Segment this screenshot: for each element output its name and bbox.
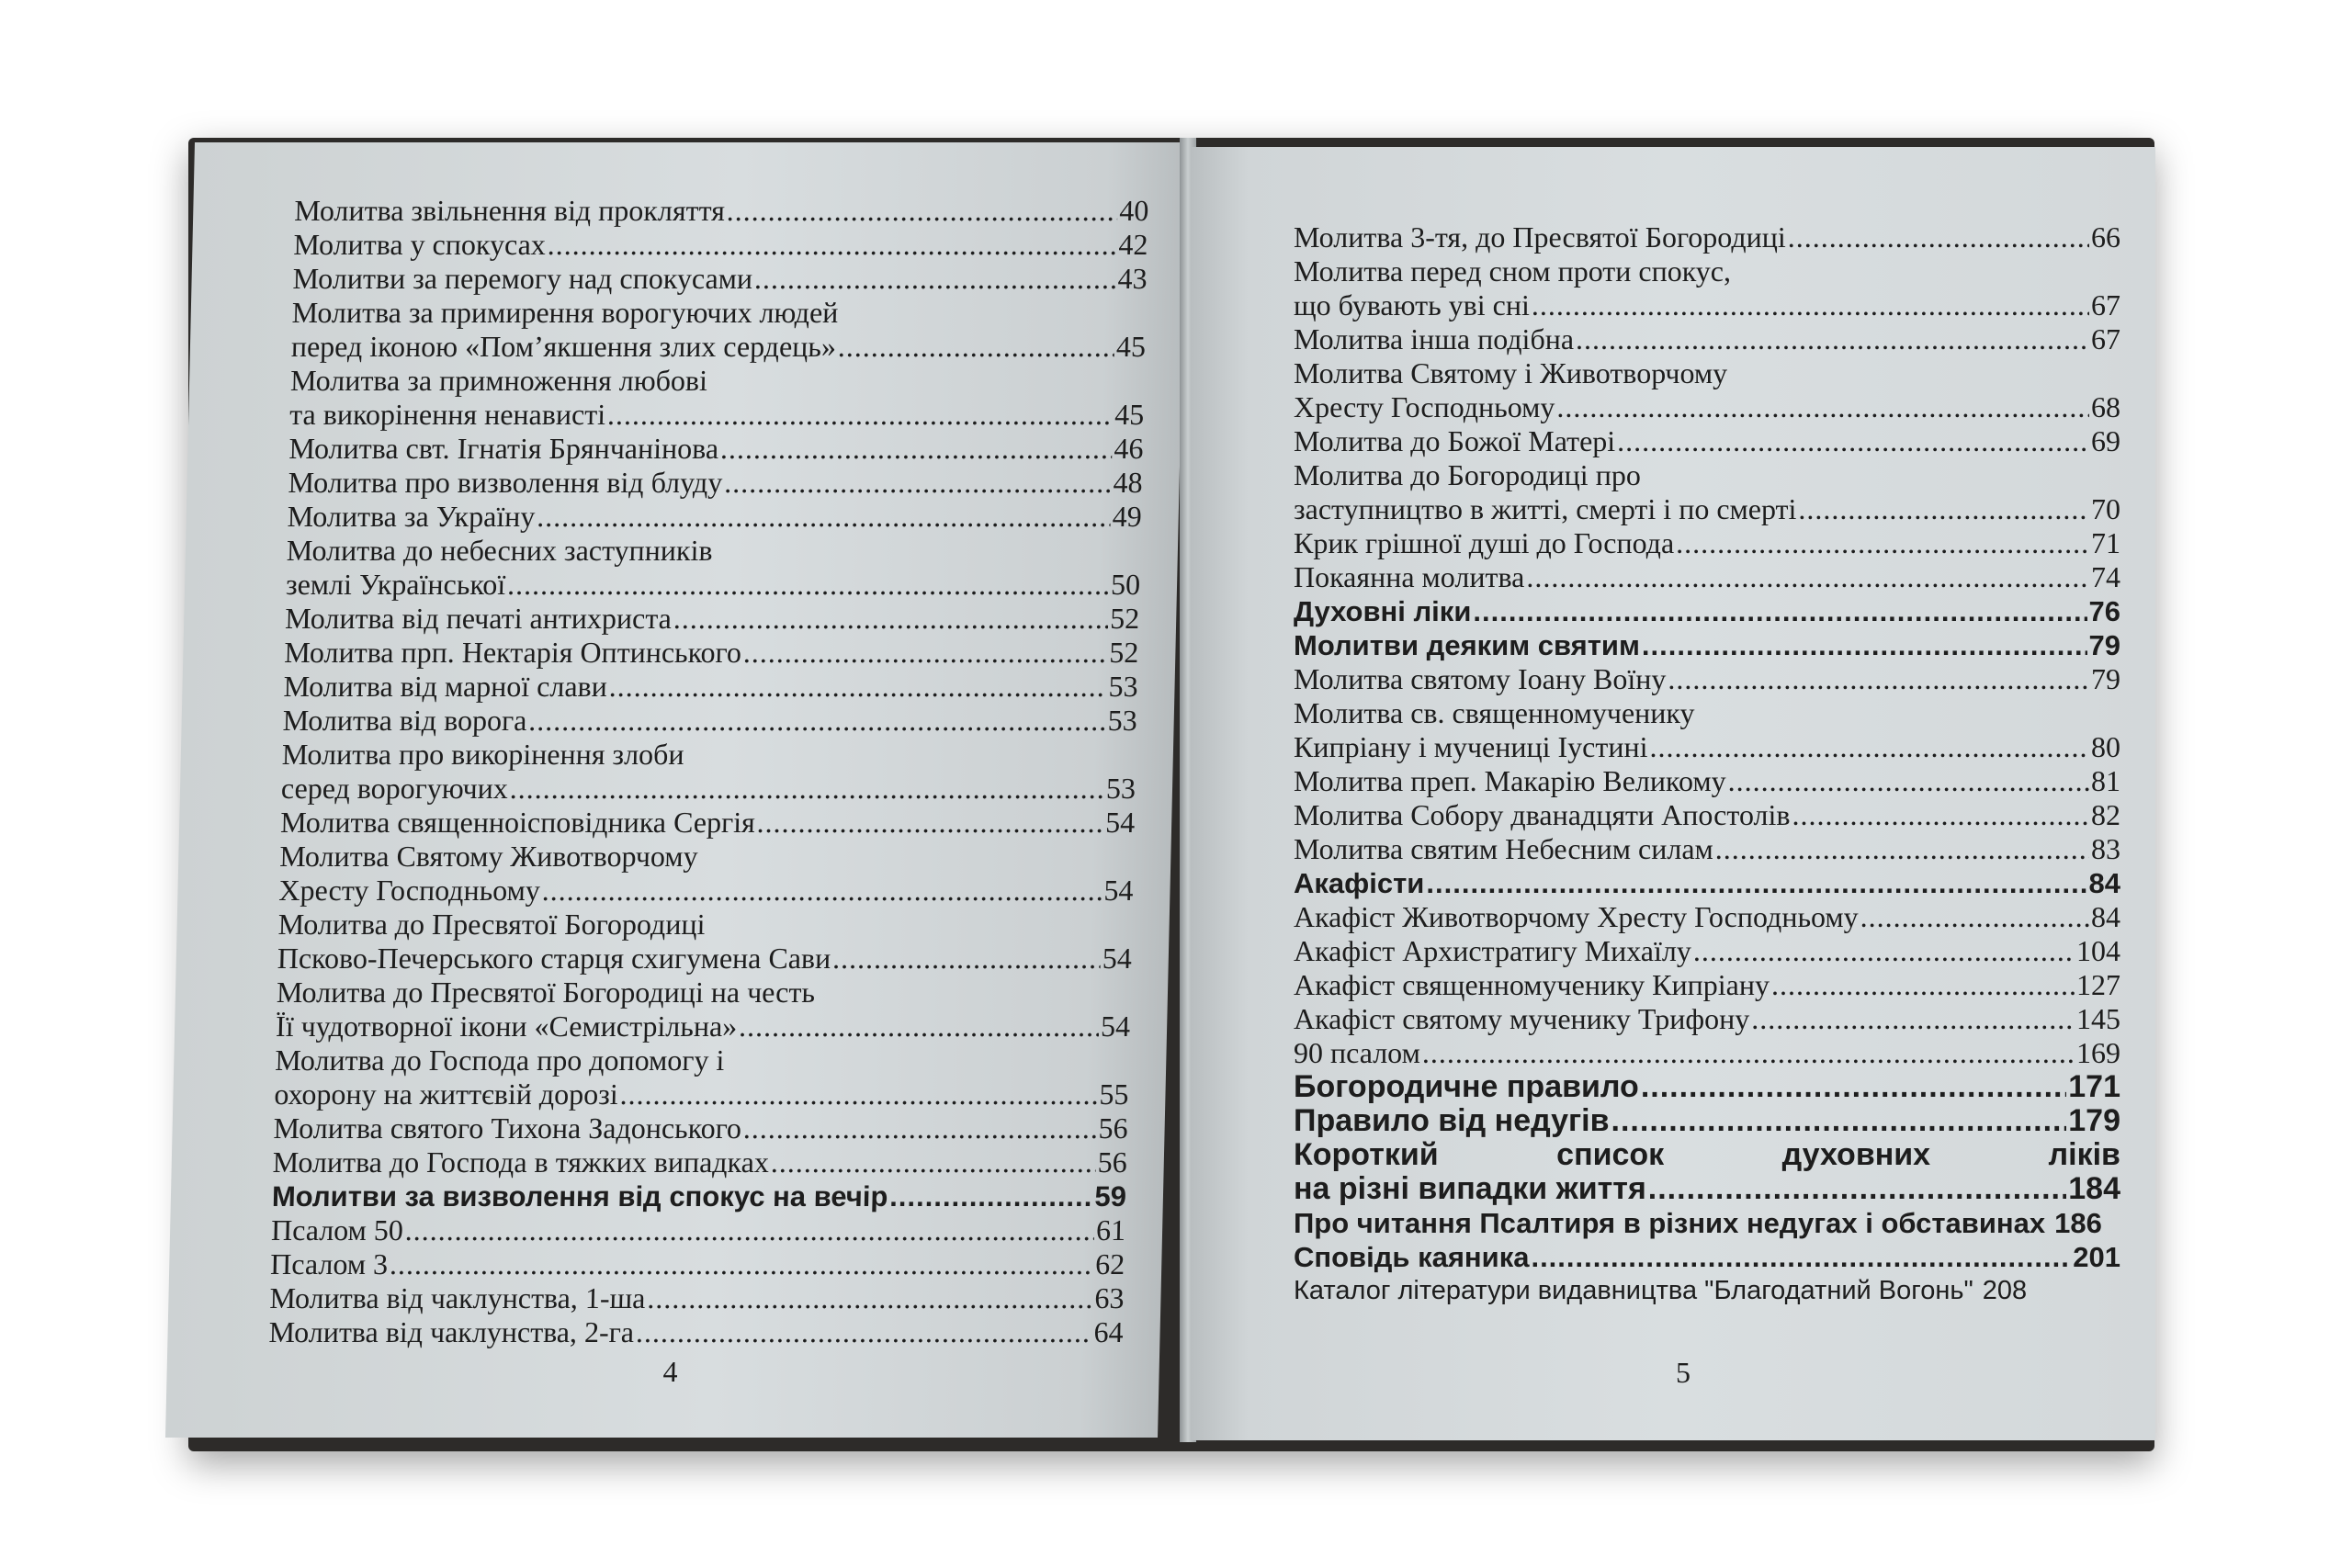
toc-leader-dots xyxy=(1792,798,2089,832)
toc-entry xyxy=(1294,526,2120,560)
toc-leader-dots xyxy=(542,874,1102,908)
toc-leader-dots xyxy=(1426,866,2086,900)
toc-entry-page: 43 xyxy=(1117,262,1148,295)
toc-entry-title-line1 xyxy=(1294,1138,2120,1172)
toc-entry xyxy=(282,704,1137,738)
toc-entry-page: 62 xyxy=(1094,1247,1125,1280)
toc-leader-dots xyxy=(832,942,1101,976)
toc-leader-dots xyxy=(743,1111,1097,1145)
toc-leader-dots xyxy=(547,228,1116,262)
toc-entry xyxy=(1294,1138,2120,1206)
toc-entry xyxy=(1294,594,2120,628)
toc-entry-page: 66 xyxy=(2091,220,2120,254)
toc-entry-title: серед ворогуючих xyxy=(280,772,509,805)
toc-entry-page: 55 xyxy=(1099,1077,1129,1111)
toc-leader-dots xyxy=(1771,968,2075,1002)
toc-entry-word: список xyxy=(1556,1137,1665,1172)
toc-entry xyxy=(1294,356,2120,424)
toc-entry xyxy=(1294,968,2120,1002)
toc-leader-dots xyxy=(647,1281,1093,1315)
toc-leader-dots xyxy=(1676,526,2089,560)
toc-entry-page: 49 xyxy=(1112,500,1143,533)
toc-entry-title: Правило від недугів xyxy=(1294,1103,1610,1138)
toc-entry-page: 50 xyxy=(1110,568,1141,601)
toc-entry-page: 59 xyxy=(1094,1180,1127,1213)
toc-entry-page: 63 xyxy=(1094,1281,1125,1314)
toc-entry-title-line1: Молитва до Богородиці про xyxy=(1294,458,1641,491)
toc-entry-title: Молитва святим Небесним силам xyxy=(1294,832,1713,865)
toc-entry-title: Молитва за Україну xyxy=(287,500,536,533)
toc-entry xyxy=(288,466,1143,500)
toc-entry xyxy=(283,670,1138,704)
toc-entry xyxy=(1294,220,2120,254)
toc-entry-page: 80 xyxy=(2091,730,2120,763)
toc-entry-title: Хресту Господньому xyxy=(278,874,541,907)
toc-entry-title: Молитва у спокусах xyxy=(293,228,547,261)
toc-entry-page: 84 xyxy=(2091,900,2120,933)
toc-entry-title-line1: Молитва до небесних заступників xyxy=(286,534,713,567)
toc-entry-page: 67 xyxy=(2091,322,2120,355)
toc-entry-page: 145 xyxy=(2076,1002,2120,1035)
toc-entry-page: 179 xyxy=(2068,1103,2120,1138)
toc-entry xyxy=(284,636,1139,670)
toc-entry-title-line1: Молитва Святому і Животворчому xyxy=(1294,356,1728,389)
toc-entry-title: Молитва свт. Ігнатія Брянчанінова xyxy=(288,432,719,465)
toc-entry-title: Молитви за визволення від спокус на вечір xyxy=(271,1180,888,1213)
toc-entry xyxy=(1294,866,2120,900)
toc-entry-title: Псалом 50 xyxy=(270,1213,404,1247)
toc-entry xyxy=(277,908,1133,976)
toc-entry xyxy=(1294,1036,2120,1070)
toc-leader-dots xyxy=(1650,730,2090,764)
toc-leader-dots xyxy=(724,466,1112,500)
toc-entry xyxy=(1294,1104,2120,1138)
toc-entry-page: 48 xyxy=(1113,466,1144,499)
toc-entry-page: 40 xyxy=(1118,194,1149,227)
toc-entry xyxy=(1294,764,2120,798)
toc-entry xyxy=(1294,1240,2120,1274)
toc-leader-dots xyxy=(1642,628,2087,662)
toc-leader-dots xyxy=(771,1145,1097,1179)
toc-entry-title: Молитва священноісповідника Сергія xyxy=(279,806,756,839)
toc-entry xyxy=(292,262,1148,296)
toc-leader-dots xyxy=(1788,220,2089,254)
toc-leader-dots xyxy=(1532,288,2089,322)
toc-entry xyxy=(1294,832,2120,866)
toc-entry-title: Молитва святому Іоану Воїну xyxy=(1294,662,1667,695)
toc-entry-page: 186 xyxy=(2054,1207,2102,1239)
toc-entry-page: 171 xyxy=(2068,1069,2120,1104)
toc-entry-title: охорону на життєвій дорозі xyxy=(274,1077,619,1111)
toc-leader-dots xyxy=(1611,1104,2067,1138)
toc-entry-page: 79 xyxy=(2088,629,2120,661)
toc-entry-page: 53 xyxy=(1108,670,1138,703)
toc-entry-page: 54 xyxy=(1104,806,1136,839)
toc-leader-dots xyxy=(537,500,1111,534)
toc-leader-dots xyxy=(404,1213,1094,1247)
toc-leader-dots xyxy=(1693,934,2075,968)
right-toc xyxy=(1294,220,2120,1308)
toc-entry-title: Молитви за перемогу над спокусами xyxy=(292,262,753,295)
toc-entry-title: Псалом 3 xyxy=(269,1247,389,1280)
toc-entry-title: Молитва про визволення від блуду xyxy=(288,466,723,499)
toc-entry-title: Акафіст Животворчому Хресту Господньому xyxy=(1294,900,1859,933)
toc-entry-title-line1: Молитва до Пресвятої Богородиці xyxy=(277,908,706,941)
toc-entry xyxy=(274,1043,1130,1111)
toc-entry xyxy=(287,500,1142,534)
toc-entry xyxy=(288,432,1144,466)
toc-entry xyxy=(272,1145,1127,1179)
toc-entry-page: 54 xyxy=(1100,1010,1131,1043)
toc-leader-dots xyxy=(889,1179,1093,1213)
toc-entry-title: Молитва від чаклунства, 1-ша xyxy=(269,1281,646,1314)
toc-entry-title: Покаянна молитва xyxy=(1294,560,1525,593)
page-number-left: 4 xyxy=(662,1355,679,1388)
toc-leader-dots xyxy=(1798,492,2089,526)
toc-entry-title: Акафісти xyxy=(1294,867,1425,899)
toc-entry-title-line1: Молитва св. священномученику xyxy=(1294,696,1695,729)
toc-entry-page: 79 xyxy=(2091,662,2120,695)
toc-entry-page: 69 xyxy=(2091,424,2120,457)
toc-leader-dots xyxy=(756,806,1103,840)
toc-leader-dots xyxy=(838,330,1115,364)
toc-entry-title: Молитва інша подібна xyxy=(1294,322,1575,355)
toc-leader-dots xyxy=(754,262,1116,296)
toc-entry xyxy=(269,1281,1125,1315)
toc-entry xyxy=(285,602,1140,636)
toc-entry-title: та викорінення ненависті xyxy=(288,398,606,431)
toc-entry xyxy=(281,738,1137,806)
toc-leader-dots xyxy=(1668,662,2089,696)
toc-entry-title: Її чудотворної ікони «Семистрільна» xyxy=(275,1010,738,1043)
toc-entry-title: Молитва Собору дванадцяти Апостолів xyxy=(1294,798,1791,831)
toc-leader-dots xyxy=(636,1315,1092,1349)
toc-entry-title-line1: Молитва до Пресвятої Богородиці на честь xyxy=(276,976,816,1009)
toc-entry-title: Молитва до Господа в тяжких випадках xyxy=(272,1145,770,1179)
toc-leader-dots xyxy=(507,568,1110,602)
toc-entry-title: що бувають уві сні xyxy=(1294,288,1530,321)
toc-entry-page: 83 xyxy=(2091,832,2120,865)
toc-entry-page: 54 xyxy=(1102,942,1133,975)
toc-entry-page: 84 xyxy=(2088,867,2120,899)
toc-entry-title: перед іконою «Пом’якшення злих сердець» xyxy=(290,330,837,363)
toc-entry-title: Молитва до Божої Матері xyxy=(1294,424,1616,457)
left-page xyxy=(165,142,1187,1438)
toc-entry xyxy=(272,1179,1127,1213)
toc-entry-title: Акафіст святому мученику Трифону xyxy=(1294,1002,1750,1035)
toc-entry-title: Псково-Печерського старця схигумена Сави xyxy=(277,942,831,975)
toc-entry-page: 53 xyxy=(1107,704,1138,737)
toc-entry-word: духовних xyxy=(1781,1137,1931,1172)
toc-entry-page: 56 xyxy=(1098,1111,1129,1145)
toc-entry-title: землі Української xyxy=(285,568,506,601)
toc-entry xyxy=(1294,798,2120,832)
toc-entry-page: 127 xyxy=(2076,968,2120,1001)
toc-entry-page: 52 xyxy=(1109,602,1140,635)
toc-entry xyxy=(1294,560,2120,594)
page-number-right: 5 xyxy=(1676,1356,1690,1389)
toc-entry-page: 45 xyxy=(1114,398,1145,431)
toc-entry-title: на різні випадки життя xyxy=(1294,1171,1646,1206)
toc-entry-page: 67 xyxy=(2091,288,2120,321)
right-page xyxy=(1191,147,2155,1440)
toc-leader-dots xyxy=(528,704,1106,738)
toc-entry xyxy=(276,976,1132,1043)
toc-entry xyxy=(289,364,1146,432)
toc-entry-page: 169 xyxy=(2076,1036,2120,1069)
toc-leader-dots xyxy=(1860,900,2089,934)
toc-entry-page: 208 xyxy=(1982,1276,2028,1305)
toc-leader-dots xyxy=(607,398,1114,432)
toc-entry xyxy=(291,296,1148,364)
toc-entry-title: Молитва 3-тя, до Пресвятої Богородиці xyxy=(1294,220,1786,254)
toc-entry-title-line1: Молитва до Господа про допомогу і xyxy=(274,1043,725,1077)
toc-entry xyxy=(271,1213,1126,1247)
toc-entry-title: Акафіст священномученику Кипріану xyxy=(1294,968,1770,1001)
toc-entry-title: заступництво в житті, смерті і по смерті xyxy=(1294,492,1797,525)
toc-leader-dots xyxy=(1422,1036,2075,1070)
toc-entry-title: 90 псалом xyxy=(1294,1036,1420,1069)
toc-leader-dots xyxy=(1531,1240,2071,1274)
toc-entry-page: 56 xyxy=(1097,1145,1128,1179)
toc-leader-dots xyxy=(739,1010,1100,1043)
toc-entry-page: 184 xyxy=(2068,1171,2120,1206)
toc-leader-dots xyxy=(1648,1172,2066,1206)
toc-entry-page: 76 xyxy=(2088,595,2120,627)
toc-leader-dots xyxy=(1556,390,2089,424)
toc-leader-dots xyxy=(619,1077,1098,1111)
toc-entry-page: 46 xyxy=(1114,432,1144,465)
toc-entry-title-line1: Молитва за примирення ворогуючих людей xyxy=(291,296,839,329)
toc-entry-word: ліків xyxy=(2048,1137,2120,1172)
toc-leader-dots xyxy=(1473,594,2086,628)
toc-leader-dots xyxy=(509,772,1104,806)
toc-entry xyxy=(273,1111,1128,1145)
toc-entry-title: Молитва від марної слави xyxy=(283,670,608,703)
toc-entry xyxy=(1294,628,2120,662)
toc-entry-page: 82 xyxy=(2091,798,2120,831)
toc-entry-title-line1: Молитва за примноження любові xyxy=(289,364,708,397)
toc-leader-dots xyxy=(1728,764,2089,798)
toc-leader-dots xyxy=(390,1247,1094,1281)
toc-entry-title: Молитва від печаті антихриста xyxy=(284,602,673,635)
toc-entry xyxy=(280,806,1136,840)
toc-leader-dots xyxy=(1526,560,2089,594)
toc-leader-dots xyxy=(743,636,1108,670)
toc-entry-title-line1: Молитва перед сном проти спокус, xyxy=(1294,254,1731,288)
toc-entry xyxy=(1294,458,2120,526)
toc-entry xyxy=(278,840,1135,908)
toc-entry xyxy=(1294,1206,2120,1240)
toc-leader-dots xyxy=(1641,1070,2066,1104)
left-toc xyxy=(268,194,1149,1349)
toc-entry-title: Молитва звільнення від прокляття xyxy=(293,194,726,227)
toc-entry xyxy=(1294,1002,2120,1036)
toc-entry xyxy=(1294,1070,2120,1104)
toc-entry-page: 64 xyxy=(1093,1315,1125,1348)
toc-leader-dots xyxy=(608,670,1106,704)
toc-leader-dots xyxy=(726,194,1117,228)
toc-entry-title: Хресту Господньому xyxy=(1294,390,1555,423)
toc-entry-page: 61 xyxy=(1095,1213,1126,1247)
toc-entry xyxy=(293,228,1148,262)
toc-entry-title: Про читання Псалтиря в різних недугах і обставинах xyxy=(1294,1207,2046,1239)
toc-entry-title: Акафіст Архистратигу Михаїлу xyxy=(1294,934,1691,967)
toc-entry-title: Богородичне правило xyxy=(1294,1069,1639,1104)
toc-entry-page: 71 xyxy=(2091,526,2120,559)
toc-entry xyxy=(1294,322,2120,356)
toc-leader-dots xyxy=(1617,424,2089,458)
toc-entry-title: Молитва від ворога xyxy=(282,704,527,737)
toc-entry xyxy=(1294,424,2120,458)
toc-entry xyxy=(1294,1274,2120,1308)
toc-entry xyxy=(1294,900,2120,934)
toc-entry-title: Крик грішної душі до Господа xyxy=(1294,526,1675,559)
toc-entry-page: 74 xyxy=(2091,560,2120,593)
toc-entry-page: 201 xyxy=(2073,1241,2120,1273)
toc-entry-page: 52 xyxy=(1108,636,1139,669)
toc-entry-word: Короткий xyxy=(1294,1137,1439,1172)
toc-entry-title: Молитва преп. Макарію Великому xyxy=(1294,764,1726,797)
toc-entry xyxy=(294,194,1149,228)
toc-entry-page: 54 xyxy=(1103,874,1134,907)
toc-entry-page: 42 xyxy=(1118,228,1148,261)
toc-leader-dots xyxy=(1715,832,2089,866)
toc-entry xyxy=(270,1247,1125,1281)
toc-entry-page: 81 xyxy=(2091,764,2120,797)
toc-entry xyxy=(1294,662,2120,696)
toc-entry-title: Молитва від чаклунства, 2-га xyxy=(268,1315,635,1348)
toc-entry-title: Молитви деяким святим xyxy=(1294,629,1640,661)
toc-entry xyxy=(268,1315,1124,1349)
toc-entry-title-line1: Молитва Святому Животворчому xyxy=(278,840,699,873)
toc-entry-title: Каталог літератури видавництва "Благодатний Вогонь" xyxy=(1294,1276,1973,1305)
toc-entry-title: Молитва прп. Нектарія Оптинського xyxy=(283,636,742,669)
toc-entry xyxy=(1294,696,2120,764)
toc-entry-page: 104 xyxy=(2076,934,2120,967)
toc-entry xyxy=(1294,254,2120,322)
toc-leader-dots xyxy=(673,602,1109,636)
toc-entry-title-line1: Молитва про викорінення злоби xyxy=(281,738,684,771)
toc-entry xyxy=(286,534,1142,602)
toc-entry-page: 53 xyxy=(1105,772,1136,805)
toc-leader-dots xyxy=(1576,322,2089,356)
toc-entry-page: 68 xyxy=(2091,390,2120,423)
toc-leader-dots xyxy=(1751,1002,2075,1036)
toc-entry-title: Кипріану і мучениці Іустині xyxy=(1294,730,1648,763)
toc-leader-dots xyxy=(720,432,1113,466)
toc-entry-page: 45 xyxy=(1115,330,1147,363)
toc-entry-title: Духовні ліки xyxy=(1294,595,1472,627)
toc-entry-title: Сповідь каяника xyxy=(1294,1241,1530,1273)
toc-entry-title: Молитва святого Тихона Задонського xyxy=(273,1111,742,1145)
toc-entry-page: 70 xyxy=(2091,492,2120,525)
toc-entry xyxy=(1294,934,2120,968)
